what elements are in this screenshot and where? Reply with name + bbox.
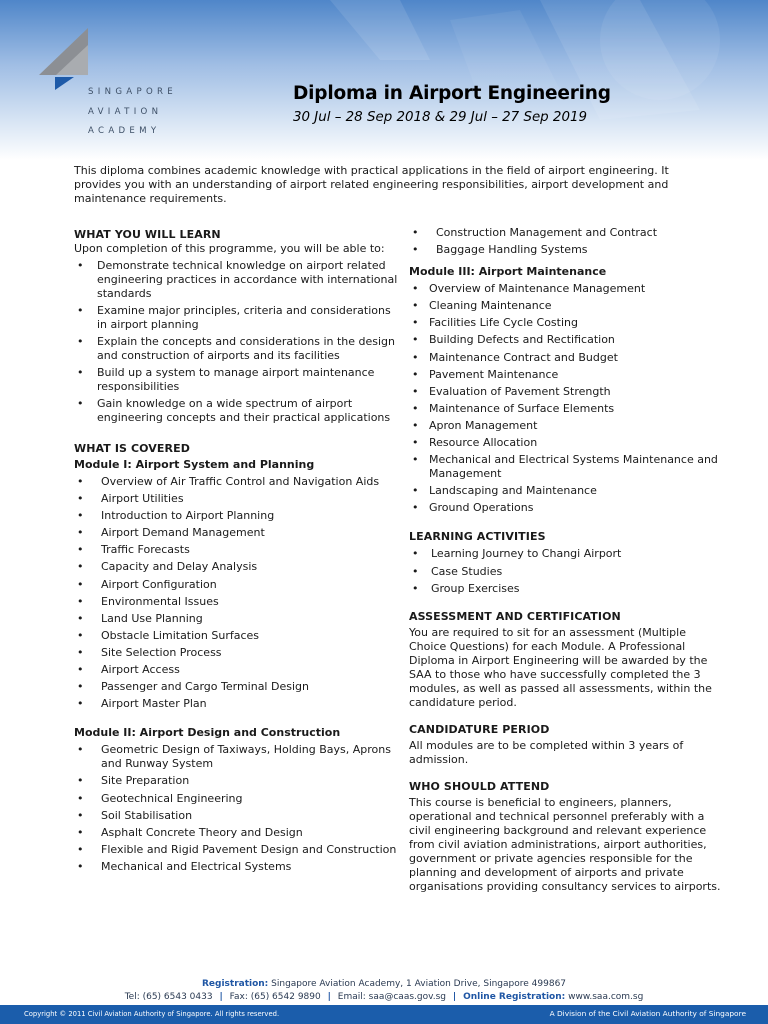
- list-item: • Airport Master Plan: [74, 697, 400, 711]
- footer-registration: [0, 978, 768, 1004]
- list-item: • Apron Management: [409, 419, 721, 433]
- footer-bar: [0, 1005, 768, 1024]
- footer-email[interactable]: Email: saa@caas.gov.sg: [337, 992, 447, 1002]
- candidature-text: All modules are to be completed within 3 years of admission.: [409, 738, 684, 766]
- list-item: • Resource Allocation: [409, 436, 721, 450]
- list-item: • Group Exercises: [409, 582, 721, 596]
- registration-label: Registration:: [201, 979, 269, 989]
- list-item: • Ground Operations: [409, 501, 721, 515]
- list-item: • Mechanical and Electrical Systems Maintenance and Management: [409, 453, 721, 481]
- list-item: • Airport Configuration: [74, 578, 400, 592]
- list-item: • Flexible and Rigid Pavement Design and Construction: [74, 843, 400, 857]
- list-item: • Overview of Air Traffic Control and Navigation Aids: [74, 475, 400, 489]
- list-item: • Site Selection Process: [74, 646, 400, 660]
- list-item: • Airport Access: [74, 663, 400, 677]
- list-item: • Asphalt Concrete Theory and Design: [74, 826, 400, 840]
- list-item: • Soil Stabilisation: [74, 809, 400, 823]
- assessment-text: You are required to sit for an assessment (Multiple Choice Questions) for each Module. A Professional Diploma in Airport Engineering will be awarded by the SAA to those who have successfully completed the 3 modules, as well as passed all assessments, within the candidature period.: [409, 625, 712, 709]
- online-registration-link[interactable]: www.saa.com.sg: [568, 992, 644, 1002]
- module2-title: Module II: Airport Design and Construction: [74, 726, 341, 740]
- list-item: • Maintenance of Surface Elements: [409, 402, 721, 416]
- division-text: A Division of the Civil Aviation Authority of Singapore: [549, 1009, 746, 1018]
- list-item: • Building Defects and Rectification: [409, 333, 721, 347]
- footer-separator: |: [219, 992, 223, 1002]
- learn-lead: Upon completion of this programme, you will be able to:: [74, 242, 385, 255]
- list-item: • Case Studies: [409, 565, 721, 579]
- list-item: • Land Use Planning: [74, 612, 400, 626]
- learn-heading: WHAT YOU WILL LEARN: [74, 228, 221, 241]
- academy-logo: [38, 28, 198, 138]
- module2-list: [74, 743, 400, 874]
- list-item: • Geometric Design of Taxiways, Holding Bays, Aprons and Runway System: [74, 743, 400, 771]
- online-registration-label: Online Registration:: [463, 992, 566, 1002]
- list-item: • Examine major principles, criteria and considerations in airport planning: [74, 304, 400, 332]
- intro-paragraph: This diploma combines academic knowledge with practical applications in the field of airport engineering. It provides you with an understanding of airport related engineering responsibilities, airport development and maintenance requirements.: [74, 164, 669, 205]
- list-item: • Learning Journey to Changi Airport: [409, 547, 721, 561]
- right-column: [409, 226, 721, 894]
- footer-tel: Tel: (65) 6543 0433: [124, 992, 213, 1002]
- list-item: • Introduction to Airport Planning: [74, 509, 400, 523]
- footer-separator: |: [452, 992, 457, 1002]
- list-item: • Evaluation of Pavement Strength: [409, 385, 721, 399]
- list-item: • Build up a system to manage airport maintenance responsibilities: [74, 366, 400, 394]
- course-dates: 30 Jul – 28 Sep 2018 & 29 Jul – 27 Sep 2019: [293, 110, 588, 125]
- footer-separator: |: [327, 992, 331, 1002]
- list-item: • Geotechnical Engineering: [74, 792, 400, 806]
- attend-heading: WHO SHOULD ATTEND: [409, 779, 550, 793]
- list-item: • Traffic Forecasts: [74, 543, 400, 557]
- attend-text: This course is beneficial to engineers, planners, operational and technical personnel preferably with a civil engineering background and relevant experience from civil aviation administrations, airport authorities, government or private agencies responsible for the planning and development of airports and private organisations providing consultancy services to airports.: [409, 795, 721, 893]
- module1-title: Module I: Airport System and Planning: [74, 458, 315, 471]
- list-item: • Facilities Life Cycle Costing: [409, 316, 721, 330]
- logo-text-academy: ACADEMY: [88, 126, 161, 136]
- list-item: • Construction Management and Contract: [409, 226, 721, 240]
- left-column: [74, 228, 400, 877]
- activities-heading: LEARNING ACTIVITIES: [409, 530, 546, 544]
- list-item: • Site Preparation: [74, 774, 400, 788]
- activities-list: [409, 547, 721, 595]
- module3-title: Module III: Airport Maintenance: [409, 265, 607, 279]
- list-item: • Passenger and Cargo Terminal Design: [74, 680, 400, 694]
- list-item: • Airport Utilities: [74, 492, 400, 506]
- list-item: • Mechanical and Electrical Systems: [74, 860, 400, 874]
- list-item: • Environmental Issues: [74, 595, 400, 609]
- list-item: • Landscaping and Maintenance: [409, 484, 721, 498]
- footer-fax: Fax: (65) 6542 9890: [229, 992, 321, 1002]
- copyright-text: Copyright © 2011 Civil Aviation Authority of Singapore. All rights reserved.: [24, 1010, 280, 1018]
- list-item: • Baggage Handling Systems: [409, 243, 721, 257]
- assessment-heading: ASSESSMENT AND CERTIFICATION: [409, 609, 621, 623]
- registration-address: Singapore Aviation Academy, 1 Aviation Drive, Singapore 499867: [271, 979, 567, 989]
- list-item: • Cleaning Maintenance: [409, 299, 721, 313]
- list-item: • Airport Demand Management: [74, 526, 400, 540]
- list-item: • Obstacle Limitation Surfaces: [74, 629, 400, 643]
- list-item: • Pavement Maintenance: [409, 368, 721, 382]
- page-title: Diploma in Airport Engineering: [293, 83, 611, 104]
- logo-text-singapore: SINGAPORE: [88, 87, 178, 97]
- candidature-heading: CANDIDATURE PERIOD: [409, 722, 550, 736]
- list-item: • Capacity and Delay Analysis: [74, 560, 400, 574]
- list-item: • Explain the concepts and considerations in the design and construction of airports and its facilities: [74, 335, 400, 363]
- module1-list: [74, 475, 400, 711]
- module3-list: [409, 282, 721, 515]
- list-item: • Overview of Maintenance Management: [409, 282, 721, 296]
- list-item: • Gain knowledge on a wide spectrum of airport engineering concepts and their practical applications: [74, 397, 400, 425]
- logo-mark-icon: [38, 28, 98, 92]
- list-item: • Demonstrate technical knowledge on airport related engineering practices in accordance with international standards: [74, 259, 400, 301]
- list-item: • Maintenance Contract and Budget: [409, 351, 721, 365]
- logo-text-aviation: AVIATION: [88, 107, 163, 117]
- module2-list-continued: [409, 226, 721, 257]
- learn-list: [74, 259, 400, 425]
- covered-heading: WHAT IS COVERED: [74, 442, 190, 455]
